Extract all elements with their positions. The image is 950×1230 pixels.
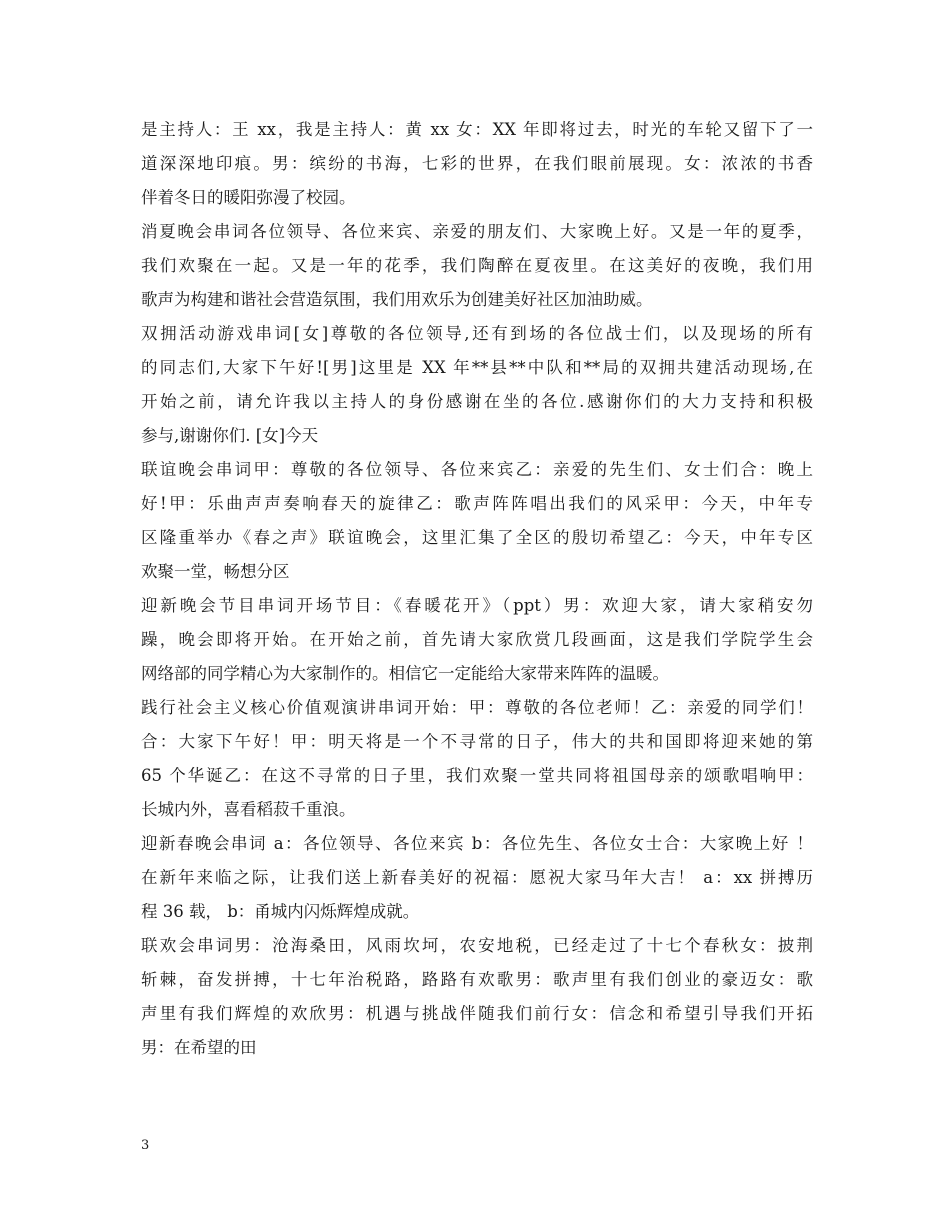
text-line: 欢聚一堂，畅想分区 (141, 562, 290, 581)
text-line: 声里有我们辉煌的欢欣男：机遇与挑战伴随我们前行女：信念和希望引导我们开拓 (141, 1004, 813, 1023)
text-line: 是主持人：王 xx，我是主持人：黄 xx 女：XX 年即将过去，时光的车轮又留下了一 (141, 120, 813, 139)
text-line: 联谊晚会串词甲：尊敬的各位领导、各位来宾乙：亲爱的先生们、女士们合：晚上 (141, 460, 813, 479)
text-line: 斩棘，奋发拼搏，十七年治税路，路路有欢歌男：歌声里有我们创业的豪迈女：歌 (141, 970, 813, 989)
paragraph (141, 317, 813, 453)
paragraph (141, 929, 813, 1065)
text-line: 践行社会主义核心价值观演讲串词开始：甲：尊敬的各位老师！乙：亲爱的同学们！ (141, 698, 813, 717)
text-line: 合：大家下午好！甲：明天将是一个不寻常的日子，伟大的共和国即将迎来她的第 (141, 732, 813, 751)
paragraph (141, 691, 813, 827)
text-line: 迎新晚会节目串词开场节目：《春暖花开》（ppt）男：欢迎大家，请大家稍安勿 (141, 596, 813, 615)
text-line: 程 36 载， b：甬城内闪烁辉煌成就。 (141, 902, 420, 921)
text-line: 迎新春晚会串词 a：各位领导、各位来宾 b：各位先生、各位女士合：大家晚上好 ！ (141, 834, 813, 853)
text-line: 双拥活动游戏串词[女]尊敬的各位领导,还有到场的各位战士们，以及现场的所有 (141, 324, 813, 343)
paragraph (141, 113, 813, 215)
text-line: 联欢会串词男：沧海桑田，风雨坎坷，农安地税，已经走过了十七个春秋女：披荆 (141, 936, 813, 955)
paragraph (141, 453, 813, 589)
paragraph (141, 215, 813, 317)
text-line: 消夏晚会串词各位领导、各位来宾、亲爱的朋友们、大家晚上好。又是一年的夏季， (141, 222, 813, 241)
text-line: 在新年来临之际，让我们送上新春美好的祝福：愿祝大家马年大吉！ a：xx 拼搏历 (141, 868, 813, 887)
document-body (141, 113, 813, 1065)
text-line: 歌声为构建和谐社会营造氛围，我们用欢乐为创建美好社区加油助威。 (141, 290, 653, 309)
text-line: 网络部的同学精心为大家制作的。相信它一定能给大家带来阵阵的温暖。 (141, 664, 669, 683)
text-line: 65 个华诞乙：在这不寻常的日子里，我们欢聚一堂共同将祖国母亲的颂歌唱响甲： (141, 766, 813, 785)
text-line: 的同志们,大家下午好![男]这里是 XX 年**县**中队和**局的双拥共建活动现场,在 (141, 358, 813, 377)
text-line: 躁，晚会即将开始。在开始之前，首先请大家欣赏几段画面，这是我们学院学生会 (141, 630, 813, 649)
text-line: 伴着冬日的暖阳弥漫了校园。 (141, 188, 356, 207)
text-line: 开始之前，请允许我以主持人的身份感谢在坐的各位.感谢你们的大力支持和积极 (141, 392, 813, 411)
text-line: 好!甲：乐曲声声奏响春天的旋律乙：歌声阵阵唱出我们的风采甲：今天，中年专 (141, 494, 813, 513)
text-line: 长城内外，喜看稻菽千重浪。 (141, 800, 356, 819)
paragraph (141, 589, 813, 691)
text-line: 区隆重举办《春之声》联谊晚会，这里汇集了全区的殷切希望乙：今天，中年专区 (141, 528, 813, 547)
text-line: 道深深地印痕。男：缤纷的书海，七彩的世界，在我们眼前展现。女：浓浓的书香 (141, 154, 813, 173)
paragraph (141, 827, 813, 929)
text-line: 男：在希望的田 (141, 1038, 257, 1057)
text-line: 参与,谢谢你们. [女]今天 (141, 426, 319, 445)
page-number: 3 (141, 1138, 150, 1153)
text-line: 我们欢聚在一起。又是一年的花季，我们陶醉在夏夜里。在这美好的夜晚，我们用 (141, 256, 813, 275)
